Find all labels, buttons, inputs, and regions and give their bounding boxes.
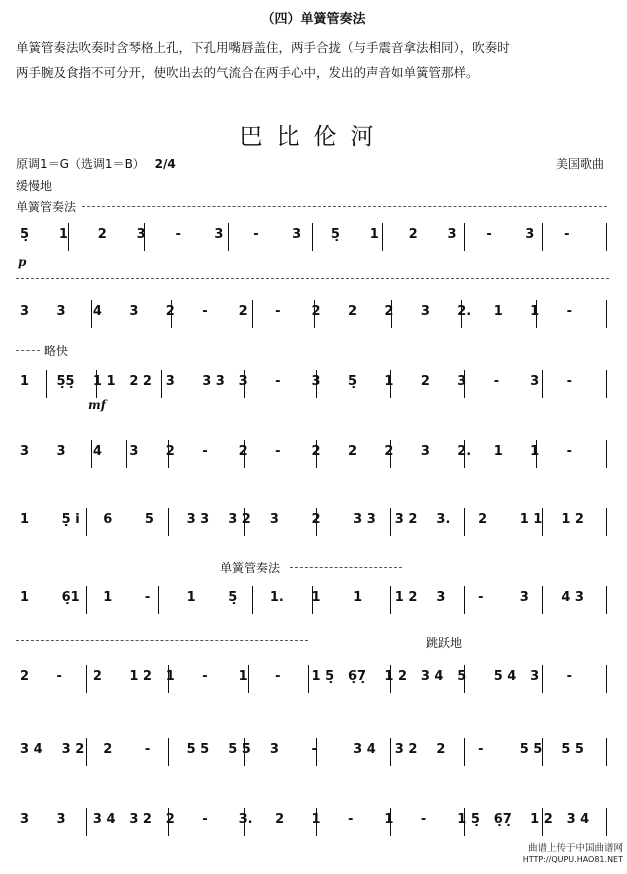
technique-extent-line-4 <box>290 567 402 568</box>
note: 3 <box>269 512 279 527</box>
note: - <box>275 444 281 459</box>
technique-mark-clarinet: 单簧管奏法 <box>16 200 77 214</box>
score-line <box>16 292 609 352</box>
note: 1 1 <box>519 512 543 527</box>
note: 1 <box>311 812 321 827</box>
note: - <box>566 444 572 459</box>
note: 1 <box>238 669 248 684</box>
note: 3 <box>214 227 224 242</box>
barline <box>606 586 607 614</box>
note: - <box>493 374 500 389</box>
note: 1 2 <box>530 812 553 827</box>
song-title: 巴比伦河 <box>239 124 388 150</box>
note: 5̣ <box>330 227 340 242</box>
note: 3 <box>129 304 139 319</box>
watermark <box>523 843 623 865</box>
note: 1 <box>530 444 540 459</box>
note: 6̣7̣ <box>493 812 512 827</box>
barline <box>464 738 465 766</box>
note: 3 <box>530 374 540 389</box>
note: 5 5 <box>561 742 584 757</box>
note: 1 <box>353 590 363 605</box>
barline <box>390 586 391 614</box>
note: 3 <box>420 444 430 459</box>
note: 2 <box>238 304 248 319</box>
note: - <box>144 742 151 757</box>
barline <box>542 223 543 251</box>
note: 2 <box>478 512 488 527</box>
note: 3 <box>165 374 175 389</box>
score-line <box>16 730 609 790</box>
barline <box>86 738 87 766</box>
note: 5̣5̣ <box>56 374 75 389</box>
note: - <box>478 590 484 605</box>
note: 2 <box>165 444 175 459</box>
barline <box>86 586 87 614</box>
watermark-line-1: 曲谱上传于中国曲谱网 <box>527 843 623 854</box>
note: 3 2 <box>61 742 85 757</box>
note: 2 <box>165 304 175 319</box>
note: - <box>202 812 208 827</box>
barline <box>312 223 313 251</box>
barline <box>168 508 169 536</box>
note: 3 4 <box>420 669 444 684</box>
note: 4 <box>92 444 102 459</box>
note: 3 <box>238 374 248 389</box>
score-line <box>16 578 609 638</box>
barline <box>86 808 87 836</box>
note: 5̣ <box>347 374 357 389</box>
barline <box>158 586 159 614</box>
barline <box>252 586 253 614</box>
note: 3 <box>56 812 66 827</box>
note: 6 <box>103 512 113 527</box>
barline <box>542 665 543 693</box>
note: 3 <box>56 304 66 319</box>
note: 3 3 <box>353 512 376 527</box>
note: 3 <box>436 590 446 605</box>
note: - <box>566 374 572 389</box>
note: - <box>202 304 208 319</box>
score-line <box>16 362 609 422</box>
note: 1 <box>384 374 394 389</box>
note: 3 4 <box>566 812 590 827</box>
note: 1 1 <box>92 374 116 389</box>
note: - <box>202 669 208 684</box>
note: 3 2 <box>228 512 251 527</box>
note: 1 <box>493 304 503 319</box>
note: 1 <box>384 812 394 827</box>
note: 2 <box>347 304 357 319</box>
note: - <box>253 227 259 242</box>
note: 1 <box>103 590 113 605</box>
note: 2 <box>347 444 357 459</box>
barline <box>390 738 391 766</box>
note: 4 3 <box>561 590 584 605</box>
note: 2 <box>92 669 102 684</box>
note: - <box>347 812 354 827</box>
intro-paragraph-line-2: 两手腕及食指不可分开，使吹出去的气流合在两手心中，发出的声音如单簧管那样。 <box>16 65 479 80</box>
dynamics-p: p <box>18 255 27 269</box>
barline <box>542 370 543 398</box>
note: - <box>566 304 572 319</box>
note: 1 <box>20 512 30 527</box>
note: 2. <box>457 444 472 459</box>
barline <box>464 223 465 251</box>
note: 4 <box>92 304 102 319</box>
score-line <box>16 215 609 275</box>
barline <box>86 508 87 536</box>
note: 5 5 <box>228 742 251 757</box>
note: 2 <box>20 669 30 684</box>
barline <box>308 665 309 693</box>
note: 3 4 <box>353 742 376 757</box>
note: 2 <box>97 227 107 242</box>
note: 2 <box>311 512 321 527</box>
note: 1 <box>493 444 503 459</box>
note: 1 <box>369 227 379 242</box>
note: 1 <box>186 590 196 605</box>
note: 3 <box>136 227 146 242</box>
note: - <box>486 227 492 242</box>
barline <box>46 370 47 398</box>
note: - <box>56 669 62 684</box>
note: 3 <box>447 227 457 242</box>
time-signature: 2/4 <box>154 157 176 171</box>
note: 5 5 <box>186 742 210 757</box>
note: 2 <box>408 227 418 242</box>
note: 2 <box>238 444 248 459</box>
note: 1 <box>20 590 30 605</box>
note: 3 2 <box>129 812 152 827</box>
note: - <box>144 590 151 605</box>
barline <box>168 738 169 766</box>
score-line <box>16 432 609 492</box>
note: 1 2 <box>384 669 407 684</box>
note: 3 4 <box>20 742 43 757</box>
note: 2 <box>420 374 430 389</box>
note: 5 5 <box>519 742 543 757</box>
note: - <box>311 742 317 757</box>
note: 2 <box>165 812 175 827</box>
technique-extent-line-5 <box>16 640 308 641</box>
note: - <box>202 444 208 459</box>
note: 6̣1 <box>61 590 80 605</box>
barline <box>382 223 383 251</box>
note: 3 <box>56 444 66 459</box>
song-origin: 美国歌曲 <box>556 157 605 171</box>
note: 5 4 <box>493 669 517 684</box>
note: - <box>478 742 484 757</box>
barline <box>606 440 607 468</box>
note: 3. <box>436 512 451 527</box>
barline <box>252 300 253 328</box>
dynamics-mf: mf <box>88 398 106 412</box>
note: 1 <box>165 669 175 684</box>
note: 6̣7̣ <box>347 669 367 684</box>
note: 2. <box>457 304 472 319</box>
note: 1 2 <box>561 512 584 527</box>
note: 3 <box>20 304 30 319</box>
note: 3 <box>20 444 30 459</box>
note: 5̣ <box>20 227 30 242</box>
note: 3 2 <box>394 512 418 527</box>
note: 5 <box>144 512 154 527</box>
intro-paragraph-line-1: 单簧管奏法吹奏时含琴格上孔，下孔用嘴唇盖住，两手合拢（与手震音拿法相同），吹奏时 <box>16 40 510 55</box>
technique-extent-line <box>82 206 607 207</box>
barline <box>126 440 127 468</box>
technique-extent-line-2 <box>16 278 609 279</box>
note: 1 <box>20 374 30 389</box>
key-signature <box>16 155 176 172</box>
note: 3 <box>311 374 321 389</box>
note: 3 <box>129 444 139 459</box>
note: 5̣ i <box>61 512 80 527</box>
note: 1 2 <box>129 669 152 684</box>
section-heading: （四）单簧管奏法 <box>261 12 366 27</box>
note: 1. <box>269 590 284 605</box>
score-line <box>16 800 609 860</box>
barline <box>464 508 465 536</box>
note: 5 <box>457 669 467 684</box>
barline <box>542 586 543 614</box>
barline <box>606 808 607 836</box>
technique-mark-clarinet-2: 单簧管奏法 <box>220 561 281 575</box>
note: 1 5̣ <box>457 812 480 827</box>
barline <box>606 370 607 398</box>
note: 3 <box>519 590 529 605</box>
note: 2 2 <box>129 374 152 389</box>
note: 3. <box>238 812 253 827</box>
tempo-jumpy: 跳跃地 <box>426 636 463 650</box>
watermark-url: HTTP://QUPU.HAO81.NET <box>522 855 623 864</box>
note: 3 <box>457 374 467 389</box>
note: 1 <box>530 304 540 319</box>
note: 1 <box>311 590 321 605</box>
barline <box>606 665 607 693</box>
note: 1 5̣ <box>311 669 335 684</box>
note: - <box>175 227 181 242</box>
score-line <box>16 657 609 717</box>
note: 3 <box>420 304 430 319</box>
note: - <box>564 227 570 242</box>
note: 5̣ <box>228 590 238 605</box>
barline <box>390 508 391 536</box>
note: 2 <box>275 812 285 827</box>
note: - <box>275 669 281 684</box>
note: 3 4 <box>92 812 116 827</box>
key-text: 原调1＝G（选调1＝B） <box>16 157 145 171</box>
note: 3 3 <box>202 374 225 389</box>
note: 2 <box>311 304 321 319</box>
barline <box>606 300 607 328</box>
note: 3 <box>269 742 279 757</box>
barline <box>228 223 229 251</box>
note: - <box>275 374 281 389</box>
technique-extent-line-3 <box>16 350 40 351</box>
barline <box>86 665 87 693</box>
note: 2 <box>384 304 394 319</box>
note: 1 <box>58 227 68 242</box>
note: 3 <box>20 812 30 827</box>
note: - <box>275 304 281 319</box>
note: 2 <box>436 742 446 757</box>
note: 3 <box>292 227 302 242</box>
barline <box>248 665 249 693</box>
barline <box>606 738 607 766</box>
barline <box>606 508 607 536</box>
note: 3 3 <box>186 512 210 527</box>
tempo-slightly-faster: 略快 <box>44 344 69 358</box>
tempo-marking: 缓慢地 <box>16 179 53 193</box>
barline <box>161 370 162 398</box>
note: 3 <box>530 669 540 684</box>
note: 2 <box>311 444 321 459</box>
note: 2 <box>103 742 113 757</box>
note: 3 2 <box>394 742 418 757</box>
barline <box>68 223 69 251</box>
note: - <box>566 669 572 684</box>
barline <box>464 586 465 614</box>
note: - <box>420 812 427 827</box>
barline <box>606 223 607 251</box>
note: 2 <box>384 444 394 459</box>
score-line <box>16 500 609 560</box>
note: 1 2 <box>394 590 418 605</box>
note: 3 <box>525 227 535 242</box>
